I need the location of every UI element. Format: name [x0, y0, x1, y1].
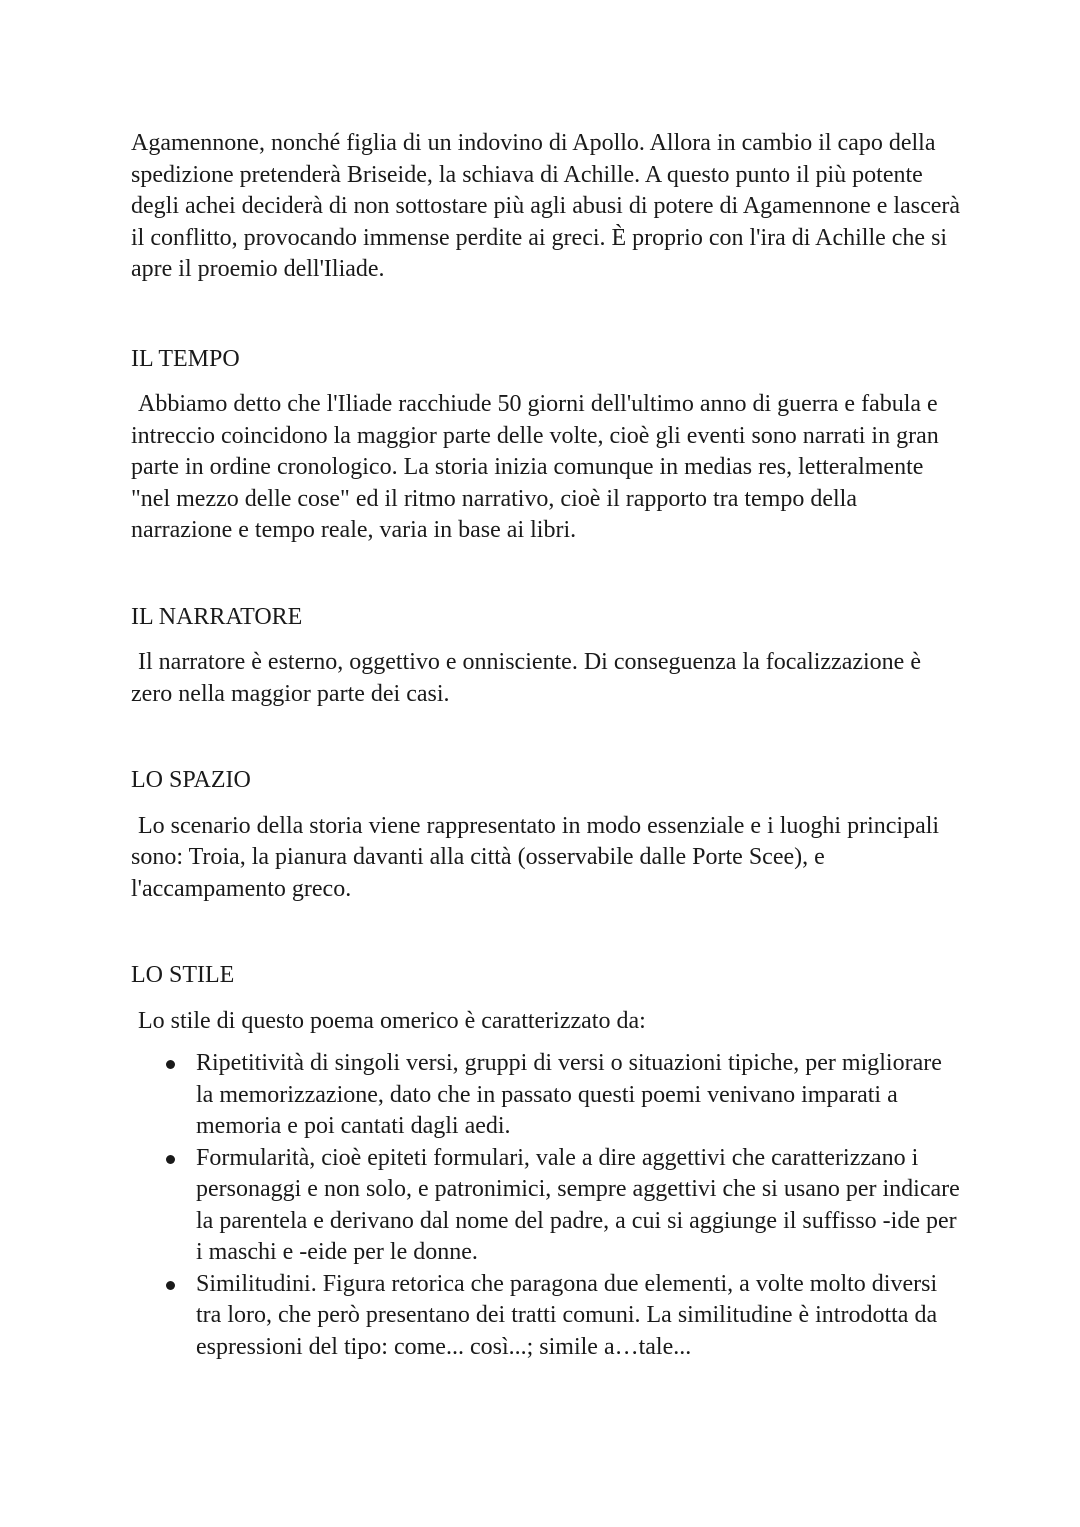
section-stile: [131, 960, 961, 1363]
section-body-narratore: Il narratore è esterno, oggettivo e onnisciente. Di conseguenza la focalizzazione è zero nella maggior parte dei casi.: [131, 649, 921, 707]
intro-paragraph: Agamennone, nonché figlia di un indovino di Apollo. Allora in cambio il capo della spedizione pretenderà Briseide, la schiava di Achille. A questo punto il più potente degli achei deciderà di non sottostare più agli abusi di potere di Agamennone e lascerà il conflitto, provocando immense perdite ai greci. È proprio con l'ira di Achille che si apre il proemio dell'Iliade.: [131, 130, 961, 282]
section-heading-tempo: IL TEMPO: [131, 345, 240, 372]
list-item-text: Formularità, cioè epiteti formulari, vale a dire aggettivi che caratterizzano i personaggi e non solo, e patronimici, sempre aggettivi che si usano per indicare la parentela e derivano dal nome del padre, a cui si aggiunge il suffisso -ide per i maschi e -eide per le donne.: [196, 1144, 960, 1265]
section-body-spazio: Lo scenario della storia viene rappresentato in modo essenziale e i luoghi principali sono: Troia, la pianura davanti alla città (osservabile dalle Porte Scee), e l'accampamento greco.: [131, 812, 940, 902]
section-body-stile: Lo stile di questo poema omerico è caratterizzato da:: [138, 1007, 646, 1034]
list-item-text: Similitudini. Figura retorica che paragona due elementi, a volte molto diversi tra loro, che però presentano dei tratti comuni. La similitudine è introdotta da espressioni del tipo: come... così...; simile a…tale...: [196, 1270, 938, 1360]
section-tempo: [131, 344, 961, 547]
section-heading-spazio: LO SPAZIO: [131, 767, 251, 793]
section-heading-stile: LO STILE: [131, 962, 235, 988]
bullet-icon: [166, 1281, 175, 1290]
document-page: [131, 128, 961, 1363]
bullet-icon: [166, 1060, 175, 1069]
list-item: [131, 1143, 961, 1269]
list-item: [131, 1269, 961, 1364]
section-spazio: [131, 765, 961, 905]
style-features-list: [131, 1048, 961, 1363]
list-item: [131, 1048, 961, 1143]
bullet-icon: [166, 1155, 175, 1164]
list-item-text: Ripetitività di singoli versi, gruppi di versi o situazioni tipiche, per migliorare la memorizzazione, dato che in passato questi poemi venivano imparati a memoria e poi cantati dagli aedi.: [196, 1050, 942, 1139]
section-body-tempo: Abbiamo detto che l'Iliade racchiude 50 giorni dell'ultimo anno di guerra e fabula e intreccio coincidono la maggior parte delle volte, cioè gli eventi sono narrati in gran parte in ordine cronologico. La storia inizia comunque in medias res, letteralmente "nel mezzo delle cose" ed il ritmo narrativo, cioè il rapporto tra tempo della narrazione e tempo reale, varia in base ai libri.: [131, 391, 939, 543]
section-heading-narratore: IL NARRATORE: [131, 603, 303, 630]
section-narratore: [131, 602, 961, 711]
